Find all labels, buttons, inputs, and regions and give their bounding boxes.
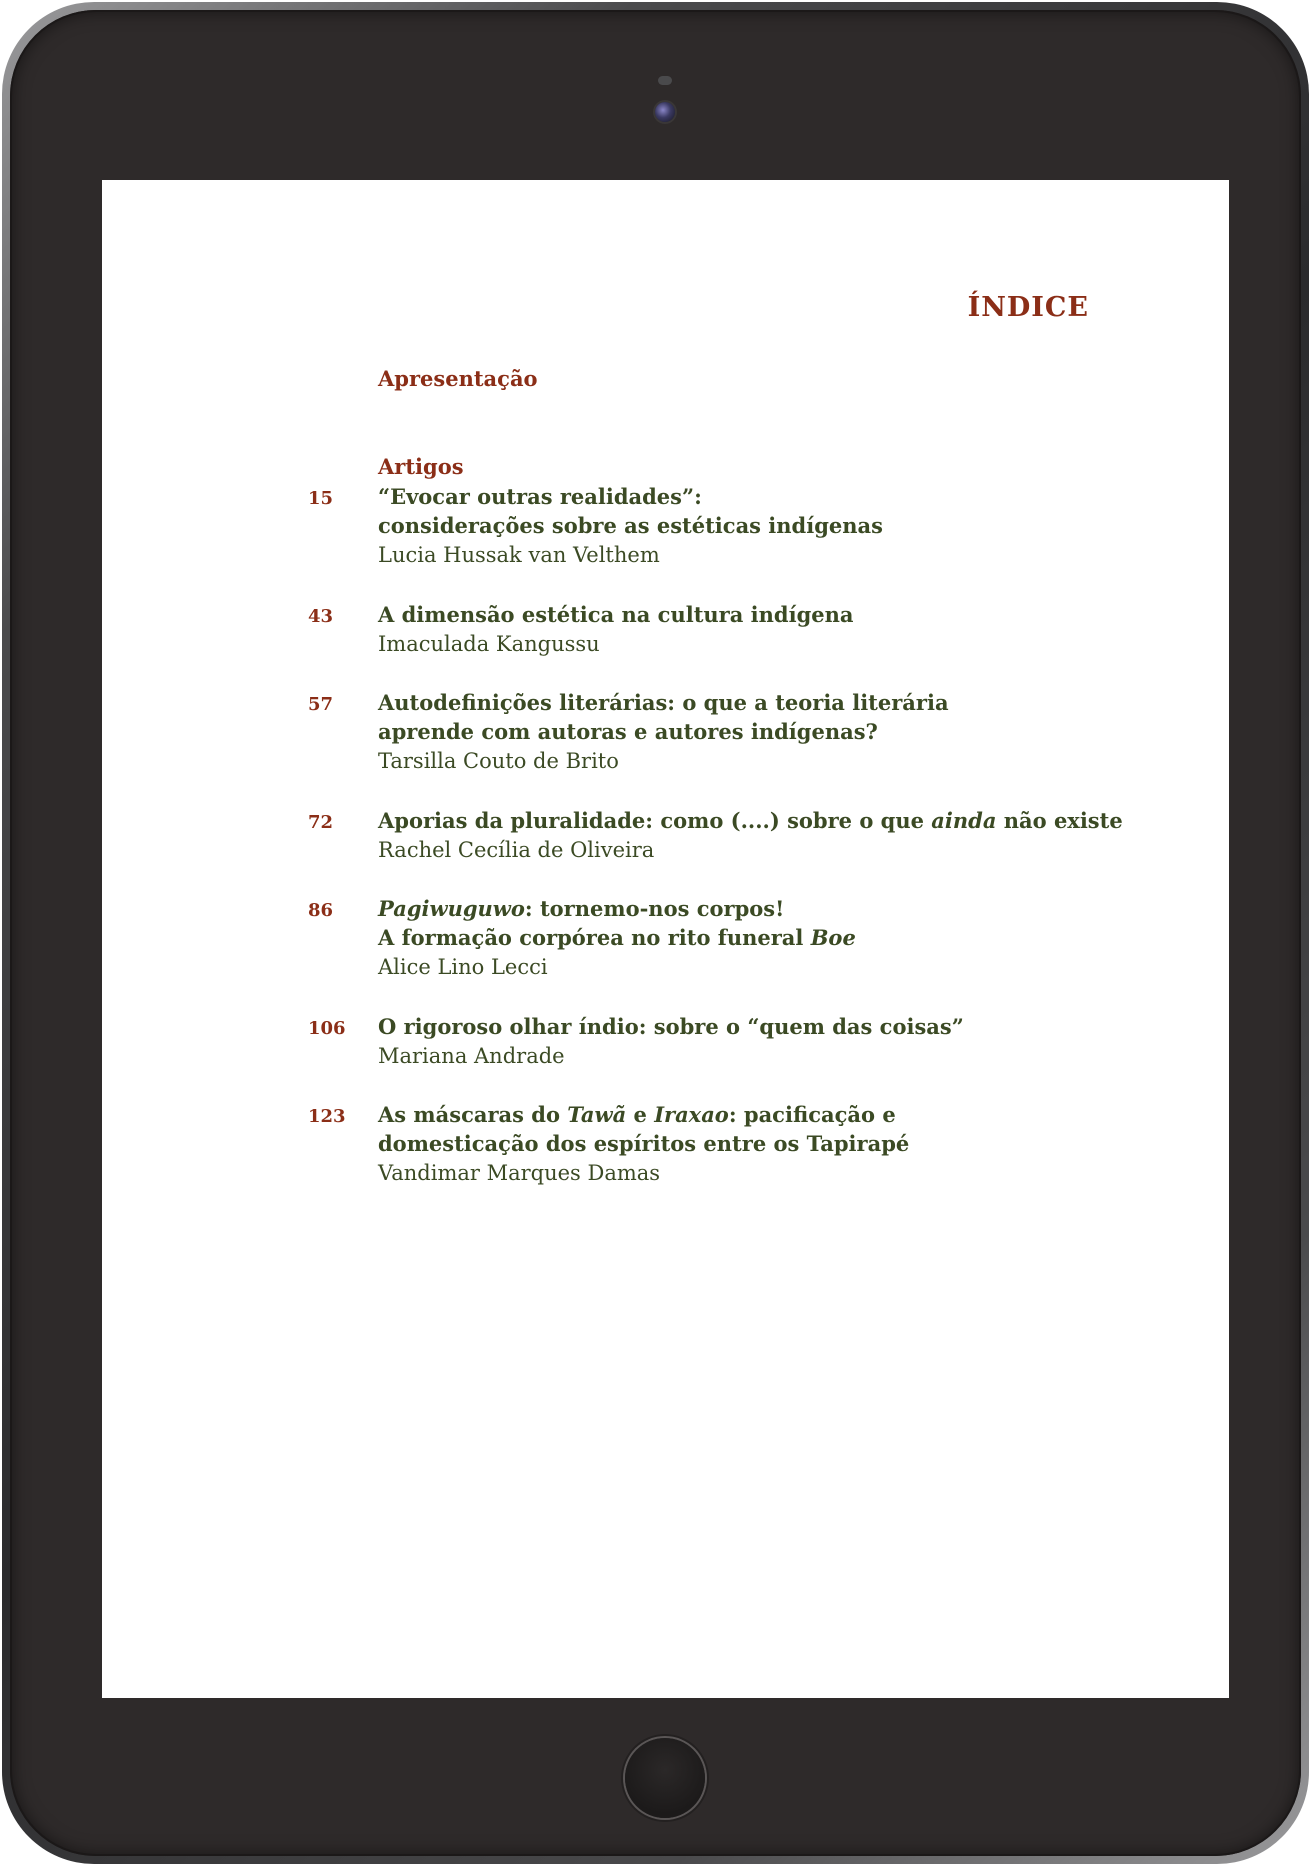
tablet-frame [2,2,1309,1864]
entry-title: Autodefinições literárias: o que a teoria literária [378,690,949,715]
entry-author: Tarsilla Couto de Brito [378,749,619,773]
page-number: 15 [308,488,334,509]
page-number: 72 [308,812,334,833]
entry-author: Lucia Hussak van Velthem [378,543,660,567]
entry-title: As máscaras do Tawã e Iraxao: pacificação e [378,1102,896,1127]
camera-icon [655,102,675,122]
entry-author: Rachel Cecília de Oliveira [378,838,655,862]
entry-title: “Evocar outras realidades”: [378,484,702,509]
entry-author: Vandimar Marques Damas [378,1161,661,1185]
entry-title: Pagiwuguwo: tornemo-nos corpos! [378,896,785,921]
proximity-sensor [658,76,672,85]
tablet-bezel [10,10,1301,1856]
entry-title: aprende com autoras e autores indígenas? [378,719,878,744]
entry-author: Imaculada Kangussu [378,632,600,656]
entry-author: Mariana Andrade [378,1044,565,1068]
presentation-link[interactable]: Apresentação [378,366,538,391]
page-number: 43 [308,606,334,627]
page-number: 106 [308,1018,346,1039]
page-number: 57 [308,694,334,715]
entry-title: A dimensão estética na cultura indígena [378,602,854,627]
articles-heading: Artigos [378,454,464,479]
entry-title: A formação corpórea no rito funeral Boe [378,925,856,950]
entry-title: Aporias da pluralidade: como (....) sobre o que ainda não existe [378,808,1123,833]
entry-title: O rigoroso olhar índio: sobre o “quem das coisas” [378,1014,964,1039]
entry-author: Alice Lino Lecci [378,955,548,979]
entry-title: domesticação dos espíritos entre os Tapirapé [378,1131,910,1156]
home-button[interactable] [625,1738,705,1818]
page-title: ÍNDICE [967,292,1089,323]
screen [102,180,1229,1698]
page-number: 86 [308,900,334,921]
page-number: 123 [308,1106,346,1127]
entry-title: considerações sobre as estéticas indígenas [378,513,883,538]
